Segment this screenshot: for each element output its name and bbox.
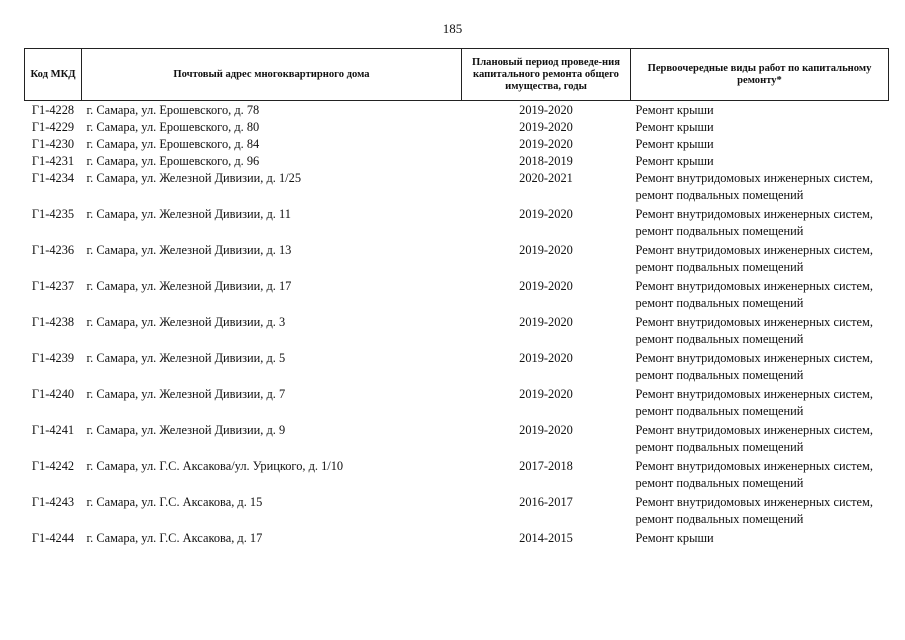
cell-works: Ремонт внутридомовых инженерных систем, ремонт подвальных помещений [635,207,873,238]
cell-works: Ремонт внутридомовых инженерных систем, ремонт подвальных помещений [635,279,873,310]
cell-works: Ремонт крыши [635,137,714,151]
table-row [25,119,889,136]
cell-address: г. Самара, ул. Железной Дивизии, д. 11 [86,207,291,221]
cell-works: Ремонт внутридомовых инженерных систем, ремонт подвальных помещений [635,351,873,382]
cell-period: 2019-2020 [519,137,573,151]
table-row [25,350,889,386]
cell-address: г. Самара, ул. Железной Дивизии, д. 1/25 [86,171,302,185]
cell-address: г. Самара, ул. Железной Дивизии, д. 5 [86,351,286,365]
cell-works: Ремонт внутридомовых инженерных систем, ремонт подвальных помещений [635,171,873,202]
cell-period: 2019-2020 [519,387,573,401]
cell-period: 2019-2020 [519,279,573,293]
cell-works: Ремонт крыши [635,120,714,134]
table-row [25,386,889,422]
cell-period: 2019-2020 [519,103,573,117]
cell-code: Г1-4240 [31,387,75,401]
cell-code: Г1-4239 [31,351,75,365]
table-row [25,314,889,350]
cell-code: Г1-4234 [31,171,75,185]
header-works: Первоочередные виды работ по капитальному ремонту* [631,49,889,101]
table-header-row [25,49,889,101]
cell-period: 2019-2020 [519,120,573,134]
cell-address: г. Самара, ул. Ерошевского, д. 84 [86,137,260,151]
table-row [25,494,889,530]
cell-address: г. Самара, ул. Железной Дивизии, д. 7 [86,387,286,401]
header-period: Плановый период проведе-ния капитального ремонта общего имущества, годы [462,49,631,101]
cell-period: 2019-2020 [519,423,573,437]
cell-period: 2017-2018 [519,459,573,473]
cell-period: 2019-2020 [519,351,573,365]
cell-code: Г1-4238 [31,315,75,329]
cell-works: Ремонт крыши [635,531,714,545]
cell-works: Ремонт крыши [635,154,714,168]
table-row [25,170,889,206]
table-row [25,458,889,494]
header-code: Код МКД [25,49,82,101]
table-row [25,278,889,314]
cell-works: Ремонт внутридомовых инженерных систем, ремонт подвальных помещений [635,495,873,526]
cell-period: 2019-2020 [519,315,573,329]
cell-address: г. Самара, ул. Г.С. Аксакова, д. 15 [86,495,263,509]
cell-code: Г1-4229 [31,120,75,134]
cell-code: Г1-4244 [31,531,75,545]
cell-period: 2016-2017 [519,495,573,509]
cell-period: 2020-2021 [519,171,573,185]
cell-code: Г1-4241 [31,423,75,437]
cell-period: 2018-2019 [519,154,573,168]
cell-address: г. Самара, ул. Железной Дивизии, д. 13 [86,243,292,257]
table-row [25,136,889,153]
table-row [25,422,889,458]
cell-code: Г1-4242 [31,459,75,473]
cell-address: г. Самара, ул. Железной Дивизии, д. 17 [86,279,292,293]
table-row [25,206,889,242]
cell-address: г. Самара, ул. Ерошевского, д. 78 [86,103,260,117]
cell-code: Г1-4228 [31,103,75,117]
cell-address: г. Самара, ул. Ерошевского, д. 96 [86,154,260,168]
table-row [25,242,889,278]
cell-works: Ремонт внутридомовых инженерных систем, ремонт подвальных помещений [635,315,873,346]
cell-address: г. Самара, ул. Г.С. Аксакова, д. 17 [86,531,263,545]
cell-address: г. Самара, ул. Г.С. Аксакова/ул. Урицкого, д. 1/10 [86,459,344,473]
table-row [25,101,889,120]
cell-code: Г1-4237 [31,279,75,293]
cell-works: Ремонт внутридомовых инженерных систем, ремонт подвальных помещений [635,423,873,454]
cell-works: Ремонт внутридомовых инженерных систем, ремонт подвальных помещений [635,387,873,418]
cell-address: г. Самара, ул. Ерошевского, д. 80 [86,120,260,134]
repair-schedule-table [24,48,889,547]
cell-period: 2019-2020 [519,207,573,221]
cell-works: Ремонт внутридомовых инженерных систем, ремонт подвальных помещений [635,459,873,490]
header-address: Почтовый адрес многоквартирного дома [82,49,462,101]
cell-period: 2014-2015 [519,531,573,545]
cell-code: Г1-4231 [31,154,75,168]
cell-code: Г1-4230 [31,137,75,151]
cell-works: Ремонт внутридомовых инженерных систем, ремонт подвальных помещений [635,243,873,274]
cell-address: г. Самара, ул. Железной Дивизии, д. 3 [86,315,286,329]
cell-period: 2019-2020 [519,243,573,257]
table-row [25,530,889,547]
cell-code: Г1-4236 [31,243,75,257]
cell-code: Г1-4243 [31,495,75,509]
table-row [25,153,889,170]
page-number: 185 [442,21,463,36]
cell-address: г. Самара, ул. Железной Дивизии, д. 9 [86,423,286,437]
cell-works: Ремонт крыши [635,103,714,117]
cell-code: Г1-4235 [31,207,75,221]
